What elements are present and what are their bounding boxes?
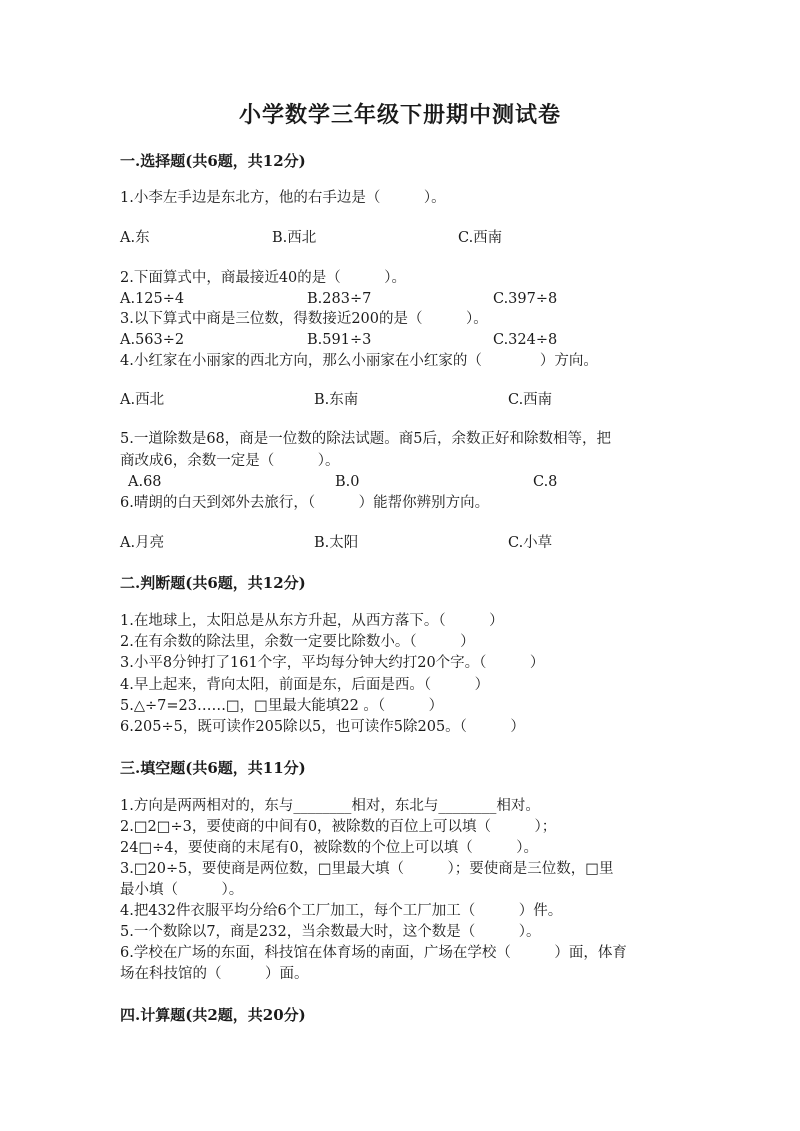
fill-item: 最小填（ ）。 bbox=[120, 882, 244, 898]
page-title: 小学数学三年级下册期中测试卷 bbox=[238, 102, 561, 128]
option-c: C.小草 bbox=[508, 535, 553, 551]
section-heading-fill: 三.填空题(共6题，共11分) bbox=[120, 759, 306, 777]
question-text: 4.小红家在小丽家的西北方向，那么小丽家在小红家的（ ）方向。 bbox=[120, 353, 598, 369]
judge-item: 5.△÷7=23……□，□里最大能填22 。（ ） bbox=[120, 698, 444, 714]
option-a: A.563÷2 bbox=[120, 332, 185, 348]
question-text: 1.小李左手边是东北方，他的右手边是（ ）。 bbox=[120, 190, 446, 206]
option-b: B.0 bbox=[335, 474, 360, 490]
judge-item: 2.在有余数的除法里，余数一定要比除数小。（ ） bbox=[120, 634, 475, 650]
option-b: B.591÷3 bbox=[307, 332, 372, 348]
fill-item: 4.把432件衣服平均分给6个工厂加工，每个工厂加工（ ）件。 bbox=[120, 903, 563, 919]
option-c: C.西南 bbox=[508, 392, 553, 408]
option-b: B.西北 bbox=[272, 230, 317, 246]
judge-item: 6.205÷5，既可读作205除以5，也可读作5除205。（ ） bbox=[120, 719, 525, 735]
section-heading-judge: 二.判断题(共6题，共12分) bbox=[120, 574, 306, 592]
judge-item: 3.小平8分钟打了161个字，平均每分钟大约打20个字。（ ） bbox=[120, 655, 545, 671]
option-c: C.397÷8 bbox=[493, 291, 558, 307]
question-text: 5.一道除数是68，商是一位数的除法试题。商5后，余数正好和除数相等，把 bbox=[120, 431, 612, 447]
option-c: C.324÷8 bbox=[493, 332, 558, 348]
fill-item: 24□÷4，要使商的末尾有0，被除数的个位上可以填（ ）。 bbox=[120, 840, 538, 856]
question-text: 商改成6，余数一定是（ ）。 bbox=[120, 453, 340, 469]
section-heading-calc: 四.计算题(共2题，共20分) bbox=[120, 1006, 306, 1024]
fill-item: 1.方向是两两相对的，东与________相对，东北与________相对。 bbox=[120, 798, 540, 814]
section-heading-choice: 一.选择题(共6题，共12分) bbox=[120, 152, 306, 170]
option-b: B.太阳 bbox=[314, 535, 359, 551]
option-a: A.125÷4 bbox=[120, 291, 185, 307]
option-a: A.月亮 bbox=[120, 535, 165, 551]
judge-item: 4.早上起来，背向太阳，前面是东，后面是西。（ ） bbox=[120, 677, 490, 693]
option-c: C.8 bbox=[533, 474, 558, 490]
fill-item: 场在科技馆的（ ）面。 bbox=[120, 966, 309, 982]
option-a: A.西北 bbox=[120, 392, 165, 408]
fill-item: 3.□20÷5，要使商是两位数，□里最大填（ ）；要使商是三位数，□里 bbox=[120, 861, 614, 877]
option-b: B.283÷7 bbox=[307, 291, 372, 307]
question-text: 6.晴朗的白天到郊外去旅行，（ ）能帮你辨别方向。 bbox=[120, 495, 490, 511]
option-b: B.东南 bbox=[314, 392, 359, 408]
option-a: A.68 bbox=[128, 474, 162, 490]
question-text: 3.以下算式中商是三位数，得数接近200的是（ ）。 bbox=[120, 311, 488, 327]
fill-item: 2.□2□÷3，要使商的中间有0，被除数的百位上可以填（ ）； bbox=[120, 819, 557, 835]
fill-item: 6.学校在广场的东面，科技馆在体育场的南面，广场在学校（ ）面，体育 bbox=[120, 945, 627, 961]
option-c: C.西南 bbox=[458, 230, 503, 246]
judge-item: 1.在地球上，太阳总是从东方升起，从西方落下。（ ） bbox=[120, 613, 504, 629]
fill-item: 5.一个数除以7，商是232，当余数最大时，这个数是（ ）。 bbox=[120, 924, 541, 940]
question-text: 2.下面算式中，商最接近40的是（ ）。 bbox=[120, 270, 407, 286]
option-a: A.东 bbox=[120, 230, 150, 246]
